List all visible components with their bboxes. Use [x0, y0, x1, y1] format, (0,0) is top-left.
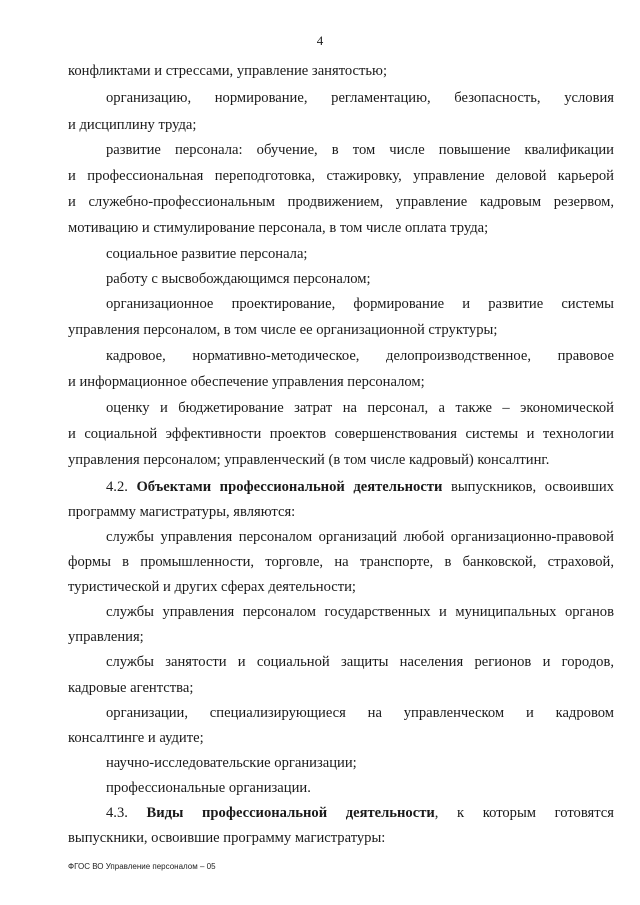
page-number: 4 [316, 33, 324, 48]
text-line: организационное проектирование, формирование и развитие системы [106, 296, 614, 312]
section-heading: Виды профессиональной деятельности [146, 805, 435, 821]
text-line: профессиональные организации. [106, 780, 311, 796]
page-footer: ФГОС ВО Управление персоналом – 05 [68, 862, 216, 871]
text-line: и информационное обеспечение управления персоналом; [68, 374, 425, 390]
text-line: и социальной эффективности проектов совершенствования системы и технологии [68, 426, 614, 442]
text-line: управления персоналом; управленческий (в том числе кадровый) консалтинг. [68, 452, 550, 468]
text-line: развитие персонала: обучение, в том числе повышение квалификации [106, 142, 614, 158]
text-line: кадровое, нормативно-методическое, делопроизводственное, правовое [106, 348, 614, 364]
text-line: и профессиональная переподготовка, стажировку, управление деловой карьерой [68, 168, 614, 184]
text-line: и дисциплину труда; [68, 117, 197, 133]
text-line: работу с высвобождающимся персоналом; [106, 271, 371, 287]
text-line: службы занятости и социальной защиты населения регионов и городов, [106, 654, 614, 670]
section-number: 4.2. [106, 479, 128, 495]
text-line: научно-исследовательские организации; [106, 755, 357, 771]
section-heading: Объектами профессиональной деятельности [136, 479, 443, 495]
text-line: социальное развитие персонала; [106, 246, 308, 262]
text-line: туристической и других сферах деятельности; [68, 579, 356, 595]
section-4-2-line [106, 477, 614, 497]
text-line: управления; [68, 629, 144, 645]
text-line: и служебно-профессиональным продвижением, управление кадровым резервом, [68, 194, 614, 210]
text-line: службы управления персоналом организаций любой организационно-правовой [106, 529, 614, 545]
section-4-3-line [106, 803, 614, 823]
text-line: организацию, нормирование, регламентацию, безопасность, условия [106, 90, 614, 106]
text-line: программу магистратуры, являются: [68, 504, 296, 520]
text-line: кадровые агентства; [68, 680, 194, 696]
text-line: оценку и бюджетирование затрат на персонал, а также – экономической [106, 400, 614, 416]
text-line: организации, специализирующиеся на управленческом и кадровом [106, 705, 614, 721]
text-line: службы управления персоналом государственных и муниципальных органов [106, 604, 614, 620]
text-line: мотивацию и стимулирование персонала, в том числе оплата труда; [68, 220, 489, 236]
text-line: формы в промышленности, торговле, на транспорте, в банковской, страховой, [68, 554, 614, 570]
text-fragment: выпускников, освоивших [450, 479, 614, 495]
text-line: управления персоналом, в том числе ее организационной структуры; [68, 322, 498, 338]
text-line: выпускники, освоившие программу магистратуры: [68, 830, 386, 846]
text-fragment: , к которым готовятся [434, 805, 614, 821]
text-line: консалтинге и аудите; [68, 730, 204, 746]
section-number: 4.3. [106, 805, 128, 821]
text-line: конфликтами и стрессами, управление занятостью; [68, 63, 388, 79]
